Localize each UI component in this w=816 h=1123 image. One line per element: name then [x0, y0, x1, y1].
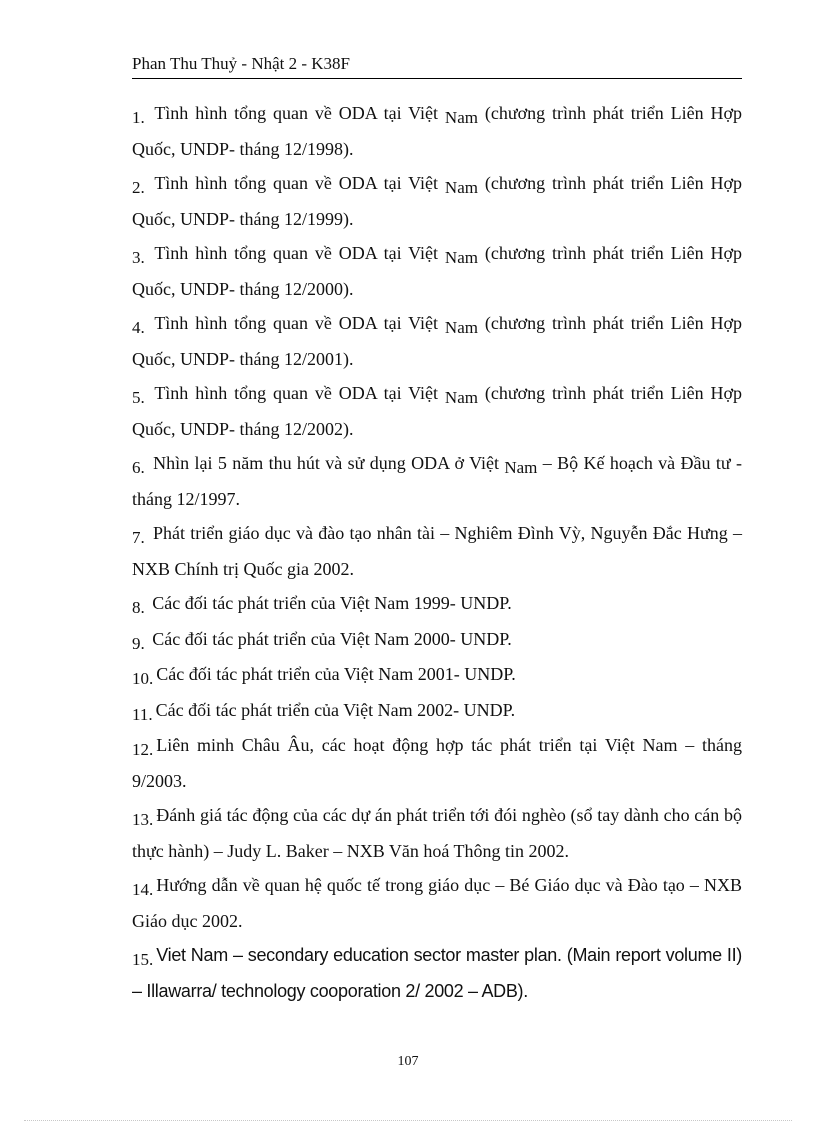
reference-item: 8. Các đối tác phát triển của Việt Nam 1999- UNDP.	[132, 593, 512, 617]
reference-item: 13. Đánh giá tác động của các dự án phát triển tới đói nghèo (sổ tay dành cho cán bộ thực hành) – Judy L. Baker – NXB Văn hoá Thông tin 2002.	[132, 805, 742, 861]
reference-item: 6. Nhìn lại 5 năm thu hút và sử dụng ODA ở Việt Nam – Bộ Kế hoạch và Đầu tư - tháng 12/1997.	[132, 453, 743, 509]
reference-item: 12. Liên minh Châu Âu, các hoạt động hợp tác phát triển tại Việt Nam – tháng 9/2003.	[132, 735, 742, 791]
reference-item: 11. Các đối tác phát triển của Việt Nam 2002- UNDP.	[132, 699, 516, 724]
reference-item: 5. Tình hình tổng quan về ODA tại Việt Nam (chương trình phát triển Liên Hợp Quốc, UNDP- tháng 12/2002).	[132, 383, 742, 439]
page-bottom-rule	[24, 1120, 792, 1121]
reference-item: 15. Viet Nam – secondary education sector master plan. (Main report volume II) – Illawarra/ technology cooporation 2/ 2002 – ADB).	[132, 945, 743, 1001]
reference-item: 2. Tình hình tổng quan về ODA tại Việt Nam (chương trình phát triển Liên Hợp Quốc, UNDP- tháng 12/1999).	[132, 173, 742, 229]
reference-item: 10. Các đối tác phát triển của Việt Nam 2001- UNDP.	[132, 664, 516, 688]
reference-item: 4. Tình hình tổng quan về ODA tại Việt Nam (chương trình phát triển Liên Hợp Quốc, UNDP- tháng 12/2001).	[132, 313, 742, 369]
reference-item: 9. Các đối tác phát triển của Việt Nam 2000- UNDP.	[132, 628, 512, 653]
page-number: 107	[397, 1054, 419, 1069]
reference-item: 1. Tình hình tổng quan về ODA tại Việt Nam (chương trình phát triển Liên Hợp Quốc, UNDP- tháng 12/1998).	[132, 103, 742, 159]
reference-item: 14. Hướng dẫn về quan hệ quốc tế trong giáo dục – Bé Giáo dục và Đào tạo – NXB Giáo dục 2002.	[132, 875, 742, 931]
reference-item: 7. Phát triển giáo dục và đào tạo nhân tài – Nghiêm Đình Vỳ, Nguyễn Đắc Hưng – NXB Chính trị Quốc gia 2002.	[132, 523, 742, 579]
reference-list	[132, 96, 742, 1008]
running-header: Phan Thu Thuỷ - Nhật 2 - K38F	[132, 52, 742, 79]
reference-item: 3. Tình hình tổng quan về ODA tại Việt Nam (chương trình phát triển Liên Hợp Quốc, UNDP- tháng 12/2000).	[132, 243, 742, 299]
